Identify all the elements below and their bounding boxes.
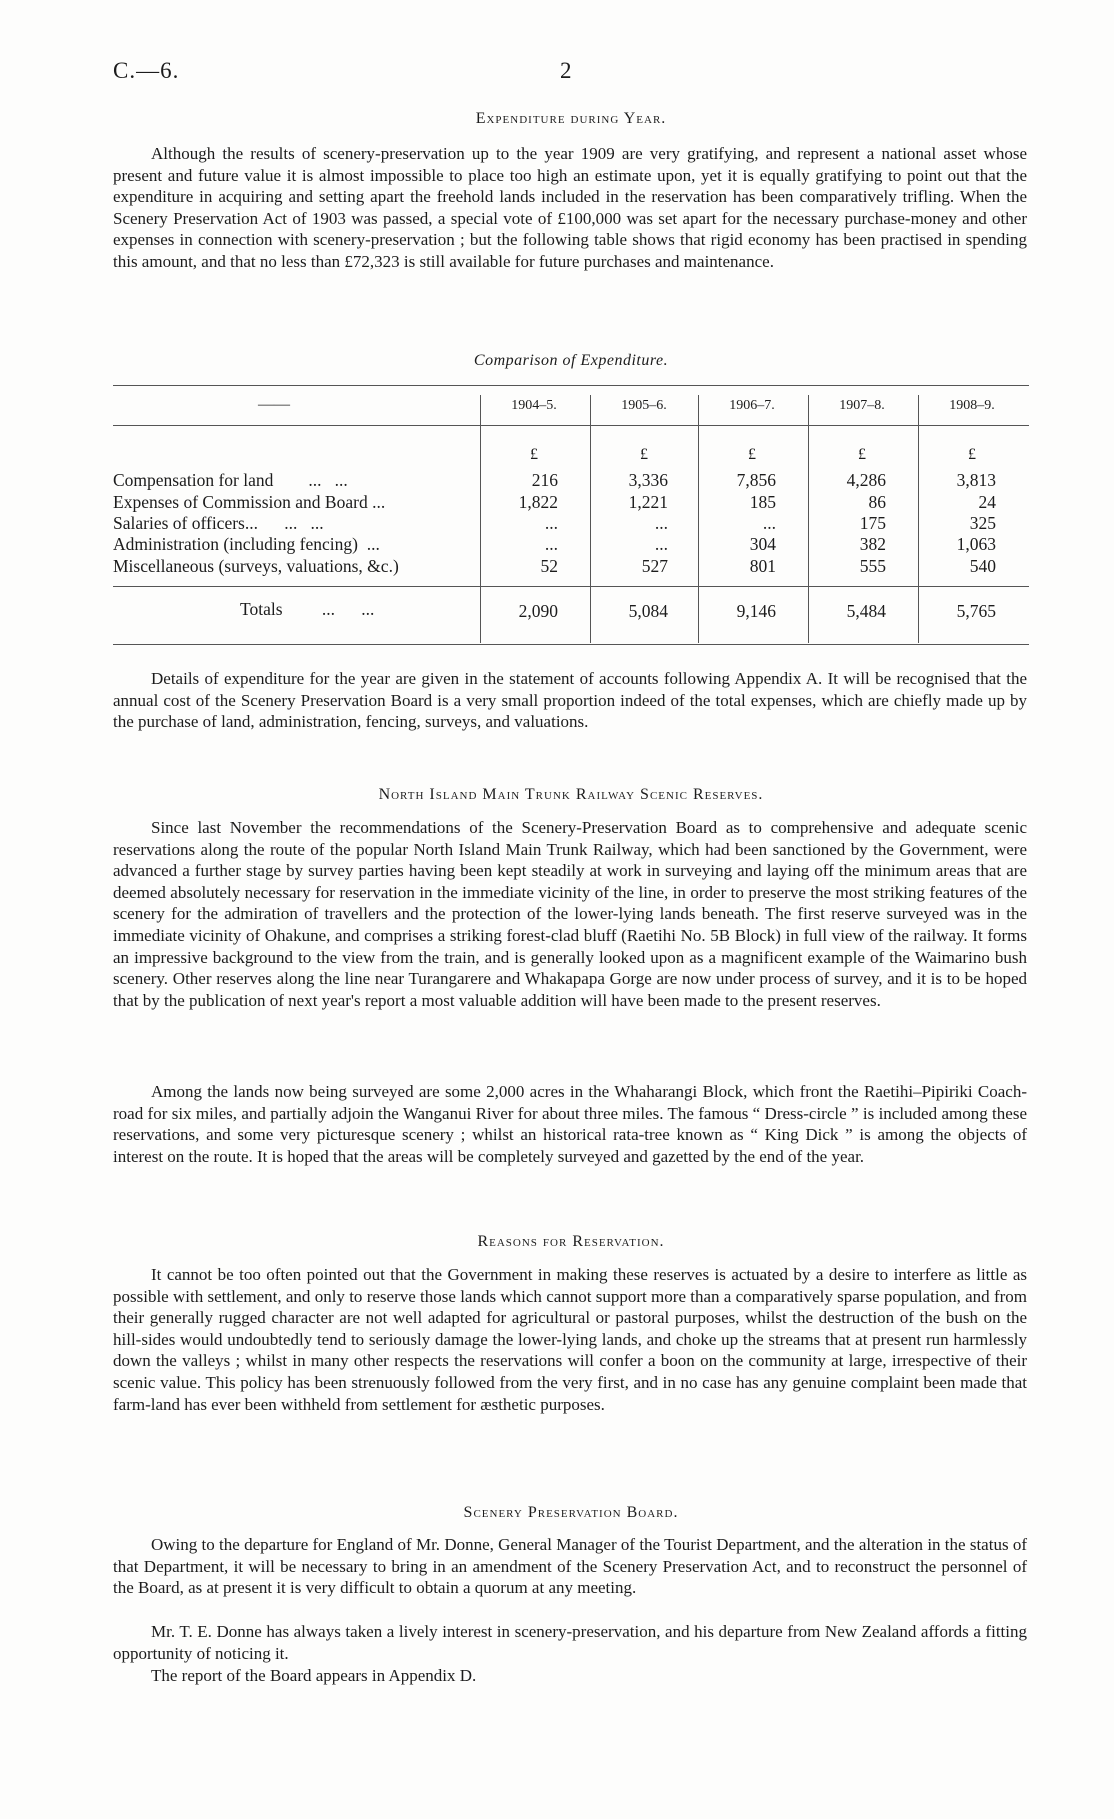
row-label: Salaries of officers... ... ... xyxy=(113,513,324,533)
column-header: 1906–7. xyxy=(729,398,775,413)
totals-cell: 5,084 xyxy=(628,601,668,621)
table-cell: 86 xyxy=(868,492,886,512)
table-cell: 540 xyxy=(969,556,996,576)
column-header: 1908–9. xyxy=(949,398,995,413)
totals-cell: 5,765 xyxy=(956,601,996,621)
table-cell: 304 xyxy=(749,534,776,554)
table-cell: 216 xyxy=(531,470,558,490)
table-cell: 1,063 xyxy=(956,534,996,554)
table-top-rule xyxy=(113,385,1029,386)
totals-cell: 5,484 xyxy=(846,601,886,621)
table-cell: 24 xyxy=(978,492,996,512)
table-cell: ... xyxy=(544,534,558,554)
table-cell: 3,813 xyxy=(956,470,996,490)
totals-cell: 9,146 xyxy=(736,601,776,621)
column-header: 1904–5. xyxy=(511,398,557,413)
page-number: 2 xyxy=(560,58,572,83)
paragraph-board-2: Mr. T. E. Donne has always taken a lively interest in scenery-preservation, and his departure from New Zealand affords a fitting opportunity of noticing it. xyxy=(113,1622,1027,1663)
section-title-railway: North Island Main Trunk Railway Scenic Reserves. xyxy=(378,786,764,803)
paragraph-expenditure: Although the results of scenery-preservation up to the year 1909 are very gratifying, and represent a national asset whose present and future value it is almost impossible to place too high an estimate upon, yet it is equally gratifying to point out that the expenditure in acquiring and setting apart the freehold lands included in the reservation has been comparatively trifling. When the Scenery Preservation Act of 1903 was passed, a special vote of £100,000 was set apart for the necessary purchase-money and other expenses in connection with scenery-preservation ; but the following table shows that rigid economy has been practised in spending this amount, and that no less than £72,323 is still available for future purchases and maintenance. xyxy=(113,144,1027,271)
table-cell: 4,286 xyxy=(846,470,886,490)
table-cell: 185 xyxy=(749,492,776,512)
table-cell: 52 xyxy=(540,556,558,576)
section-title-reasons: Reasons for Reservation. xyxy=(477,1233,665,1250)
table-cell: ... xyxy=(654,513,668,533)
currency-symbol: £ xyxy=(748,446,756,463)
paragraph-details: Details of expenditure for the year are given in the statement of accounts following Appendix A. It will be recognised that the annual cost of the Scenery Preservation Board is a very small proportion indeed of the total expenses, which are chiefly made up by the purchase of land, administration, fencing, surveys, and valuations. xyxy=(113,669,1027,732)
table-cell: 325 xyxy=(969,513,996,533)
row-label: Expenses of Commission and Board ... xyxy=(113,492,386,512)
totals-label: Totals ... ... xyxy=(240,599,375,619)
row-label: Compensation for land ... ... xyxy=(113,470,348,490)
table-cell: ... xyxy=(654,534,668,554)
currency-symbol: £ xyxy=(968,446,976,463)
table-cell: 382 xyxy=(859,534,886,554)
table-cell: 555 xyxy=(859,556,886,576)
column-header: 1905–6. xyxy=(621,398,667,413)
table-cell: 3,336 xyxy=(628,470,668,490)
page-header xyxy=(113,58,1029,88)
paragraph-railway-2: Among the lands now being surveyed are some 2,000 acres in the Whaharangi Block, which front the Raetihi–Pipiriki Coach-road for six miles, and partially adjoin the Wanganui River for about three miles. The famous “ Dress-circle ” is included among these reservations, and some very picturesque scenery ; whilst an historical rata-tree known as “ King Dick ” is among the objects of interest on the route. It is hoped that the areas will be completely surveyed and gazetted by the end of the year. xyxy=(113,1082,1027,1166)
table-corner-dash: —— xyxy=(258,396,290,413)
table-header-rule xyxy=(113,425,1029,426)
row-label: Miscellaneous (surveys, valuations, &c.) xyxy=(113,556,399,576)
table-bottom-rule xyxy=(113,644,1029,645)
currency-symbol: £ xyxy=(530,446,538,463)
document-reference: C.—6. xyxy=(113,58,180,83)
row-label: Administration (including fencing) ... xyxy=(113,534,380,554)
table-totals-rule xyxy=(113,586,1029,587)
currency-symbol: £ xyxy=(858,446,866,463)
currency-symbol: £ xyxy=(640,446,648,463)
table-cell: ... xyxy=(762,513,776,533)
table-cell: 7,856 xyxy=(736,470,776,490)
table-cell: 1,221 xyxy=(628,492,668,512)
table-cell: 175 xyxy=(859,513,886,533)
table-cell: 1,822 xyxy=(518,492,558,512)
paragraph-reasons: It cannot be too often pointed out that the Government in making these reserves is actuated by a desire to interfere as little as possible with settlement, and only to reserve those lands which cannot support more than a comparatively sparse population, and from their generally rugged character are not well adapted for agricultural or pastoral purposes, whilst the destruction of the bush on the hill-sides would undoubtedly tend to seriously damage the lower-lying lands, and choke up the streams that at present run harmlessly down the valleys ; whilst in many other respects the reservations will confer a boon on the community at large, irrespective of their scenic value. This policy has been strenuously followed from the very first, and in no case has any genuine complaint been made that farm-land has ever been withheld from settlement for æsthetic purposes. xyxy=(113,1265,1027,1414)
table-caption: Comparison of Expenditure. xyxy=(473,352,669,369)
section-title-board: Scenery Preservation Board. xyxy=(463,1504,679,1521)
table-cell: ... xyxy=(544,513,558,533)
section-title-expenditure: Expenditure during Year. xyxy=(475,110,667,127)
paragraph-railway-1: Since last November the recommendations of the Scenery-Preservation Board as to comprehensive and adequate scenic reservations along the route of the popular North Island Main Trunk Railway, which had been sanctioned by the Government, were advanced a further stage by survey parties having been kept steadily at work in surveying and laying off the minimum areas that are deemed absolutely necessary for reservation in the immediate vicinity of the line, in order to preserve the most striking features of the scenery for the admiration of travellers and the protection of the lower-lying lands beneath. The first reserve surveyed was in the immediate vicinity of Ohakune, and comprises a striking forest-clad bluff (Raetihi No. 5B Block) in full view of the railway. It forms an impressive background to the view from the train, and is generally looked upon as a magnificent example of the Waimarino bush scenery. Other reserves along the line near Turangarere and Whakapapa Gorge are now under process of survey, and it is to be hoped that by the publication of next year's report a most valuable addition will have been made to the present reserves. xyxy=(113,818,1027,1010)
paragraph-board-3: The report of the Board appears in Appendix D. xyxy=(151,1666,477,1685)
paragraph-board-1: Owing to the departure for England of Mr. Donne, General Manager of the Tourist Department, and the alteration in the status of that Department, it will be necessary to bring in an amendment of the Scenery Preservation Act, and to reconstruct the personnel of the Board, as at present it is very difficult to obtain a quorum at any meeting. xyxy=(113,1535,1027,1598)
table-cell: 527 xyxy=(641,556,668,576)
totals-cell: 2,090 xyxy=(518,601,558,621)
column-header: 1907–8. xyxy=(839,398,885,413)
table-cell: 801 xyxy=(749,556,776,576)
